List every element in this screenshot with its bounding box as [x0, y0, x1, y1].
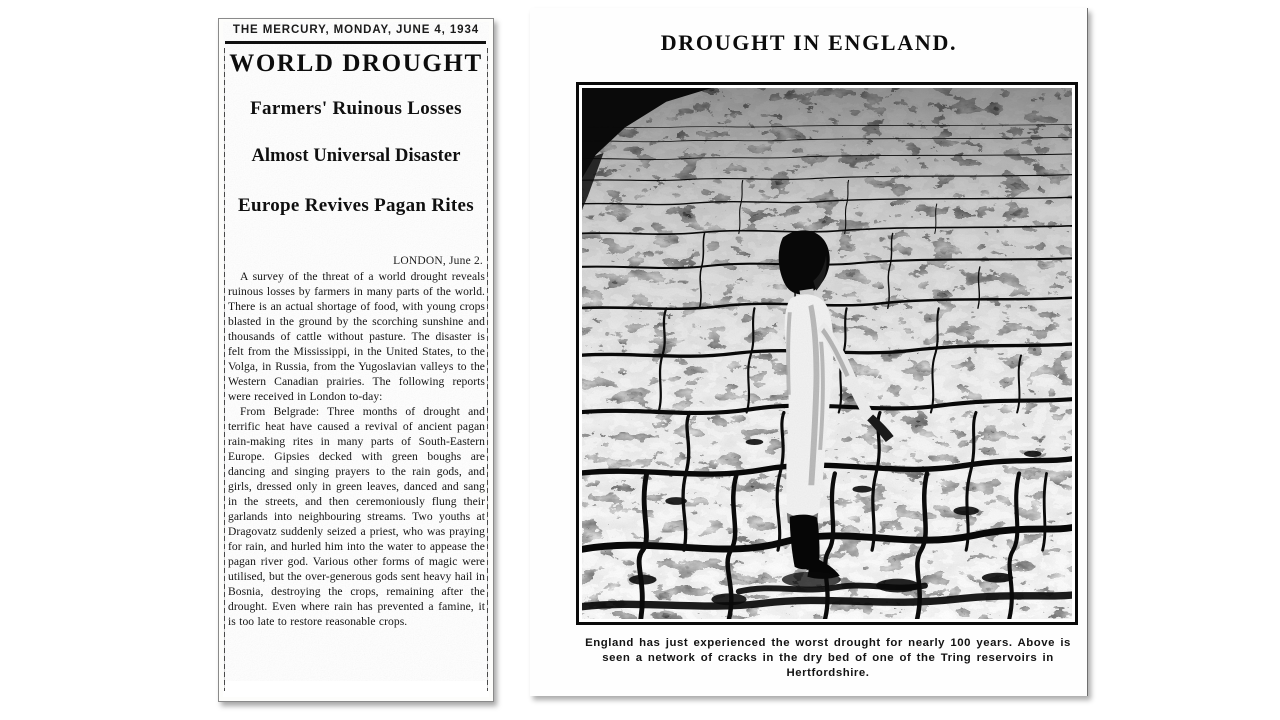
- column-rule-right: [487, 48, 488, 691]
- left-clipping-inner: [223, 22, 489, 697]
- photograph-frame: [576, 82, 1078, 625]
- article-body: [228, 269, 485, 629]
- right-newspaper-clipping: [530, 8, 1088, 696]
- column-rule-left: [224, 48, 225, 691]
- article-dateline: LONDON, June 2.: [393, 255, 483, 267]
- right-clipping-edge: [1087, 8, 1088, 696]
- article-paragraph: A survey of the threat of a world drought reveals ruinous losses by farmers in many parts of the world. There is an actual shortage of food, with young crops blasted in the ground by the scorching sunshine and thousands of cattle without pasture. The disaster is felt from the Mississippi, in the United States, to the Volga, in Russia, from the Yugoslavian valleys to the Western Canadian prairies. The following reports were received in London to-day:: [228, 270, 485, 403]
- subheading-universal-disaster: Almost Universal Disaster: [251, 146, 461, 166]
- subheading-farmers-losses: Farmers' Ruinous Losses: [250, 98, 462, 119]
- right-clipping-title: DROUGHT IN ENGLAND.: [660, 30, 958, 55]
- drought-photograph: [582, 88, 1072, 619]
- masthead-divider: [225, 41, 486, 44]
- article-paragraph: From Belgrade: Three months of drought and terrific heat have caused a revival of ancient pagan rain-making rites in many parts of South-Eastern Europe. Gipsies decked with green boughs are dancing and singing prayers to the rain gods, and girls, dressed only in green leaves, danced and sang in the streets, and then ceremoniously flung their garlands into neighbouring streams. Two youths at Dragovatz suddenly seized a priest, who was praying for rain, and hurled him into the water to appease the pagan river god. Various other forms of magic were utilised, but the over-generous gods sent heavy hail in Bosnia, destroying the crops, remaining after the drought. Even where rain has prevented a famine, it is too late to restore reasonable crops.: [228, 405, 485, 628]
- newspaper-masthead: THE MERCURY, MONDAY, JUNE 4, 1934: [232, 23, 480, 37]
- page-title: WORLD DROUGHT: [229, 50, 483, 77]
- photograph-caption: England has just experienced the worst drought for nearly 100 years. Above is seen a network of cracks in the dry bed of one of the Tring reservoirs in Hertfordshire.: [585, 637, 1071, 680]
- subheading-pagan-rites: Europe Revives Pagan Rites: [238, 195, 474, 216]
- left-newspaper-clipping: [218, 18, 494, 702]
